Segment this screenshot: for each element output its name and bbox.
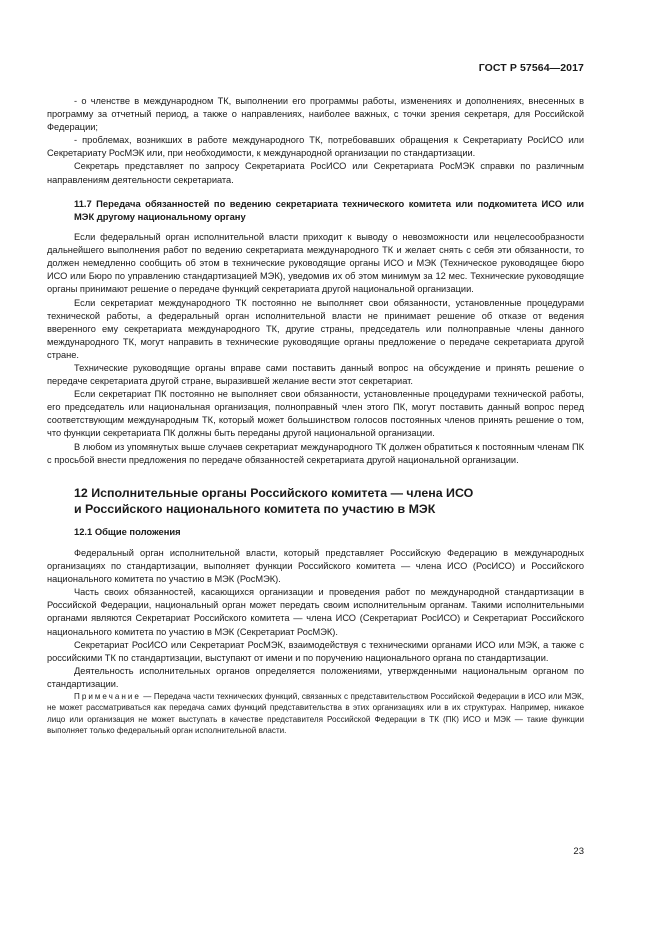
standard-designation: ГОСТ Р 57564—2017 <box>478 62 584 74</box>
paragraph: Если секретариат международного ТК постоянно не выполняет свои обязанности, установленные процедурами технической работы, а федеральный орган исполнительной власти не принимает решение об отказе от ведения вверенного ему секретариата международного ТК, другие страны, председатель или полноправные члены данного международного ТК, могут направить в технические руководящие органы предложение о передаче секретариата другой стране. <box>47 297 584 360</box>
section-heading-12 <box>47 485 584 517</box>
page-content <box>47 95 584 737</box>
paragraph: - проблемах, возникших в работе международного ТК, потребовавших обращения к Секретариату РосИСО или Секретариату РосМЭК или, при необходимости, к международной организации по стандартизации. <box>47 135 584 159</box>
note-label: Примечание <box>74 691 141 701</box>
paragraph: Секретарь представляет по запросу Секретариата РосИСО или Секретариата РосМЭК справки по различным направлениям деятельности секретариата. <box>47 161 584 185</box>
section-heading-12-1: 12.1 Общие положения <box>74 525 181 537</box>
page-number: 23 <box>573 846 584 857</box>
paragraph: - о членстве в международном ТК, выполнении его программы работы, изменениях и дополнениях, внесенных в программу за отчетный период, а также о направлениях, наиболее важных, с точки зрения секретаря, для Российской Федерации; <box>47 96 584 133</box>
note <box>47 691 584 737</box>
paragraph: Деятельность исполнительных органов определяется положениями, утвержденными национальным органом по стандартизации. <box>47 665 584 689</box>
note-text: — Передача части технических функций, связанных с представительством Российской Федерации в ИСО или МЭК, не может рассматриваться как передача самих функций представительства в этих организациях или в их структурах. Например, никакое лицо или организация не может выступать в качестве представителя Российской Федерации в ТК (ПК) ИСО и МЭК — такие функции выполняет только федеральный орган исполнительной власти. <box>47 691 584 736</box>
section-heading-11-7: 11.7 Передача обязанностей по ведению секретариата технического комитета или подкомитета ИСО или МЭК другому национальному органу <box>74 197 584 222</box>
paragraph: Федеральный орган исполнительной власти, который представляет Российскую Федерацию в международных организациях по стандартизации, выполняет функции Российского комитета — члена ИСО (РосИСО) и Российского национального комитета по участию в МЭК (РосМЭК). <box>47 547 584 585</box>
section-heading-line: 12 Исполнительные органы Российского комитета — члена ИСО <box>74 485 474 500</box>
paragraph: Если федеральный орган исполнительной власти приходит к выводу о невозможности или нецелесообразности дальнейшего выполнения работ по ведению секретариата международного ТК и желает снять с себя эти обязанности, то должен немедленно сообщить об этом в технические руководящие органы ИСО и МЭК (Техническое руководящее бюро ИСО или Бюро по управлению стандартизацией МЭК), уведомив их об этом минимум за 12 мес. Технические руководящие органы принимают решение о передаче функций секретариата другой национальной организации. <box>47 232 584 295</box>
paragraph: В любом из упомянутых выше случаев секретариат международного ТК должен обратиться к постоянным членам ПК с просьбой внести предложения по передаче обязанностей секретариата другой национальной организации. <box>47 441 584 465</box>
paragraph: Если секретариат ПК постоянно не выполняет свои обязанности, установленные процедурами технической работы, его председатель или национальная организация, полноправный член этого ПК, могут поставить данный вопрос перед соответствующим международным ТК, который может большинством голосов постоянных членов принять решение о том, что функции секретариата ПК должны быть переданы другой национальной организации. <box>47 389 584 439</box>
paragraph: Секретариат РосИСО или Секретариат РосМЭК, взаимодействуя с техническими органами ИСО или МЭК, а также с российскими ТК по стандартизации, выступают от имени и по поручению национального органа по стандартизации. <box>47 639 584 663</box>
section-heading-line: и Российского национального комитета по участию в МЭК <box>74 501 436 516</box>
paragraph: Технические руководящие органы вправе сами поставить данный вопрос на обсуждение и принять решение о передаче секретариата другой стране, выразившей желание вести этот секретариат. <box>47 363 584 387</box>
paragraph: Часть своих обязанностей, касающихся организации и проведения работ по международной стандартизации в Российской Федерации, национальный орган может передать своим исполнительным органам. Такими исполнительными органами являются Секретариат Российского комитета — члена ИСО (Секретариат РосИСО) и Секретариат Российского национального комитета по участию в МЭК (Секретариат РосМЭК). <box>47 587 584 637</box>
